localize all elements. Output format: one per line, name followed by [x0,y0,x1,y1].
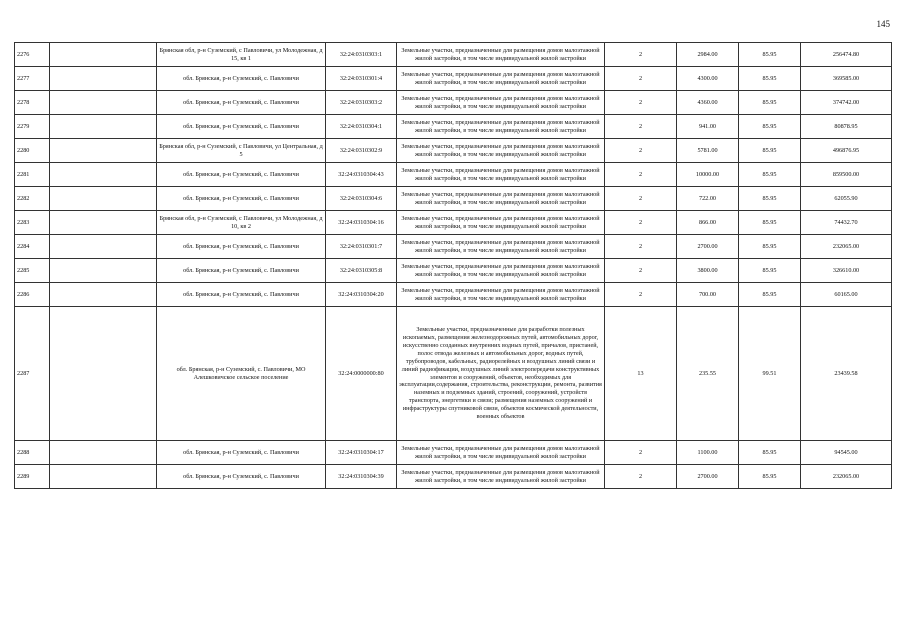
address-cell: обл. Брянская, р-н Суземский, с. Павловичи [157,115,326,139]
spacer-cell [50,283,157,307]
group-cell: 2 [605,441,677,465]
row-number: 2286 [15,283,50,307]
row-number: 2284 [15,235,50,259]
cadastral-number-cell: 32:24:0310304:6 [326,187,397,211]
rate-cell: 85.95 [739,211,801,235]
address-cell: обл. Брянская, р-н Суземский, с. Павловичи [157,441,326,465]
table-row [15,163,892,187]
spacer-cell [50,259,157,283]
rate-cell: 85.95 [739,139,801,163]
land-use-cell: Земельные участки, предназначенные для размещения домов малоэтажной жилой застройки, в том числе индивидуальной жилой застройки [397,283,605,307]
row-number: 2289 [15,465,50,489]
area-cell: 235.55 [677,307,739,441]
cadastral-number-cell: 32:24:0310305:8 [326,259,397,283]
group-cell: 2 [605,211,677,235]
area-cell: 2700.00 [677,235,739,259]
register-body [15,43,892,489]
area-cell: 700.00 [677,283,739,307]
rate-cell: 85.95 [739,163,801,187]
cadastral-number-cell: 32:24:0310304:1 [326,115,397,139]
row-number: 2278 [15,91,50,115]
cadastral-number-cell: 32:24:0310302:9 [326,139,397,163]
table-row [15,43,892,67]
group-cell: 2 [605,465,677,489]
spacer-cell [50,91,157,115]
land-use-cell: Земельные участки, предназначенные для размещения домов малоэтажной жилой застройки, в том числе индивидуальной жилой застройки [397,211,605,235]
area-cell: 1100.00 [677,441,739,465]
area-cell: 2700.00 [677,465,739,489]
group-cell: 2 [605,163,677,187]
address-cell: обл. Брянская, р-н Суземский, с. Павловичи [157,235,326,259]
row-number: 2285 [15,259,50,283]
row-number: 2277 [15,67,50,91]
area-cell: 4360.00 [677,91,739,115]
rate-cell: 85.95 [739,91,801,115]
spacer-cell [50,235,157,259]
table-row [15,441,892,465]
spacer-cell [50,187,157,211]
cadastral-number-cell: 32:24:0310303:1 [326,43,397,67]
row-number: 2287 [15,307,50,441]
group-cell: 2 [605,139,677,163]
area-cell: 5781.00 [677,139,739,163]
cadastral-value-cell: 60165.00 [801,283,892,307]
cadastral-value-cell: 62055.90 [801,187,892,211]
row-number: 2283 [15,211,50,235]
row-number: 2276 [15,43,50,67]
table-row [15,139,892,163]
land-use-cell: Земельные участки, предназначенные для размещения домов малоэтажной жилой застройки, в том числе индивидуальной жилой застройки [397,115,605,139]
address-cell: обл. Брянская, р-н Суземский, с. Павловичи [157,163,326,187]
address-cell: Брянская обл, р-н Суземский, с Павловичи, ул Центральная, д 5 [157,139,326,163]
cadastral-number-cell: 32:24:0310301:4 [326,67,397,91]
cadastral-value-cell: 232065.00 [801,235,892,259]
land-use-cell: Земельные участки, предназначенные для размещения домов малоэтажной жилой застройки, в том числе индивидуальной жилой застройки [397,163,605,187]
rate-cell: 85.95 [739,259,801,283]
area-cell: 941.00 [677,115,739,139]
land-use-cell: Земельные участки, предназначенные для размещения домов малоэтажной жилой застройки, в том числе индивидуальной жилой застройки [397,139,605,163]
group-cell: 2 [605,43,677,67]
cadastral-value-cell: 374742.00 [801,91,892,115]
area-cell: 866.00 [677,211,739,235]
cadastral-value-cell: 859500.00 [801,163,892,187]
row-number: 2288 [15,441,50,465]
area-cell: 4300.00 [677,67,739,91]
cadastral-number-cell: 32:24:0310304:39 [326,465,397,489]
address-cell: обл. Брянская, р-н Суземский, с. Павловичи [157,259,326,283]
table-row [15,259,892,283]
cadastral-number-cell: 32:24:0310304:43 [326,163,397,187]
group-cell: 2 [605,283,677,307]
rate-cell: 85.95 [739,67,801,91]
table-row [15,187,892,211]
group-cell: 2 [605,235,677,259]
rate-cell: 85.95 [739,235,801,259]
cadastral-value-cell: 23439.58 [801,307,892,441]
cadastral-number-cell: 32:24:0310304:16 [326,211,397,235]
land-use-cell: Земельные участки, предназначенные для размещения домов малоэтажной жилой застройки, в том числе индивидуальной жилой застройки [397,91,605,115]
spacer-cell [50,43,157,67]
address-cell: обл. Брянская, р-н Суземский, с. Павловичи [157,91,326,115]
area-cell: 722.00 [677,187,739,211]
address-cell: Брянская обл, р-н Суземский, с Павловичи, ул Молодежная, д 15, кв 1 [157,43,326,67]
area-cell: 10000.00 [677,163,739,187]
row-number: 2280 [15,139,50,163]
address-cell: обл. Брянская, р-н Суземский, с. Павловичи [157,283,326,307]
land-use-cell: Земельные участки, предназначенные для размещения домов малоэтажной жилой застройки, в том числе индивидуальной жилой застройки [397,43,605,67]
row-number: 2279 [15,115,50,139]
area-cell: 3800.00 [677,259,739,283]
address-cell: обл. Брянская, р-н Суземский, с. Павловичи [157,67,326,91]
land-use-cell: Земельные участки, предназначенные для разработки полезных ископаемых, размещения железнодорожных путей, автомобильных дорог, искусственно созданных внутренних водных путей, причалов, пристаней, полос отвода железных и автомобильных дорог, водных путей, трубопроводов, кабельных, радиорелейных и воздушных линий связи и линий радиофикации, воздушных линий электропередачи конструктивных элементов и сооружений, объектов, необходимых для эксплуатации,содержания, строительства, реконструкции, ремонта, развития наземных и подземных зданий, строений, сооружений, устройств транспорта, энергетики и связи; размещения наземных сооружений и инфраструктуры спутниковой связи, объектов космической деятельности, военных объектов [397,307,605,441]
spacer-cell [50,163,157,187]
table-row [15,211,892,235]
cadastral-number-cell: 32:24:0310304:17 [326,441,397,465]
land-register-table [14,42,892,489]
cadastral-value-cell: 326610.00 [801,259,892,283]
cadastral-number-cell: 32:24:0000000:80 [326,307,397,441]
address-cell: обл. Брянская, р-н Суземский, с. Павловичи, МО Алешковичское сельское поселение [157,307,326,441]
land-use-cell: Земельные участки, предназначенные для размещения домов малоэтажной жилой застройки, в том числе индивидуальной жилой застройки [397,465,605,489]
group-cell: 13 [605,307,677,441]
rate-cell: 85.95 [739,283,801,307]
spacer-cell [50,465,157,489]
cadastral-value-cell: 80878.95 [801,115,892,139]
group-cell: 2 [605,115,677,139]
rate-cell: 85.95 [739,441,801,465]
rate-cell: 85.95 [739,43,801,67]
table-row [15,307,892,441]
group-cell: 2 [605,67,677,91]
group-cell: 2 [605,259,677,283]
page-number: 145 [876,19,890,29]
land-use-cell: Земельные участки, предназначенные для размещения домов малоэтажной жилой застройки, в том числе индивидуальной жилой застройки [397,441,605,465]
table-row [15,67,892,91]
spacer-cell [50,139,157,163]
cadastral-value-cell: 232065.00 [801,465,892,489]
rate-cell: 85.95 [739,187,801,211]
table-row [15,465,892,489]
address-cell: Брянская обл, р-н Суземский, с Павловичи, ул Молодежная, д 10, кв 2 [157,211,326,235]
address-cell: обл. Брянская, р-н Суземский, с. Павловичи [157,465,326,489]
spacer-cell [50,115,157,139]
rate-cell: 99.51 [739,307,801,441]
table-row [15,115,892,139]
cadastral-value-cell: 496876.95 [801,139,892,163]
cadastral-value-cell: 369585.00 [801,67,892,91]
cadastral-number-cell: 32:24:0310303:2 [326,91,397,115]
cadastral-number-cell: 32:24:0310301:7 [326,235,397,259]
rate-cell: 85.95 [739,115,801,139]
cadastral-number-cell: 32:24:0310304:20 [326,283,397,307]
spacer-cell [50,441,157,465]
group-cell: 2 [605,91,677,115]
spacer-cell [50,307,157,441]
spacer-cell [50,67,157,91]
land-use-cell: Земельные участки, предназначенные для размещения домов малоэтажной жилой застройки, в том числе индивидуальной жилой застройки [397,187,605,211]
land-use-cell: Земельные участки, предназначенные для размещения домов малоэтажной жилой застройки, в том числе индивидуальной жилой застройки [397,259,605,283]
table-row [15,235,892,259]
group-cell: 2 [605,187,677,211]
land-use-cell: Земельные участки, предназначенные для размещения домов малоэтажной жилой застройки, в том числе индивидуальной жилой застройки [397,67,605,91]
table-row [15,91,892,115]
cadastral-value-cell: 74432.70 [801,211,892,235]
address-cell: обл. Брянская, р-н Суземский, с. Павловичи [157,187,326,211]
row-number: 2282 [15,187,50,211]
row-number: 2281 [15,163,50,187]
table-row [15,283,892,307]
rate-cell: 85.95 [739,465,801,489]
cadastral-value-cell: 94545.00 [801,441,892,465]
area-cell: 2984.00 [677,43,739,67]
cadastral-value-cell: 256474.80 [801,43,892,67]
spacer-cell [50,211,157,235]
land-use-cell: Земельные участки, предназначенные для размещения домов малоэтажной жилой застройки, в том числе индивидуальной жилой застройки [397,235,605,259]
